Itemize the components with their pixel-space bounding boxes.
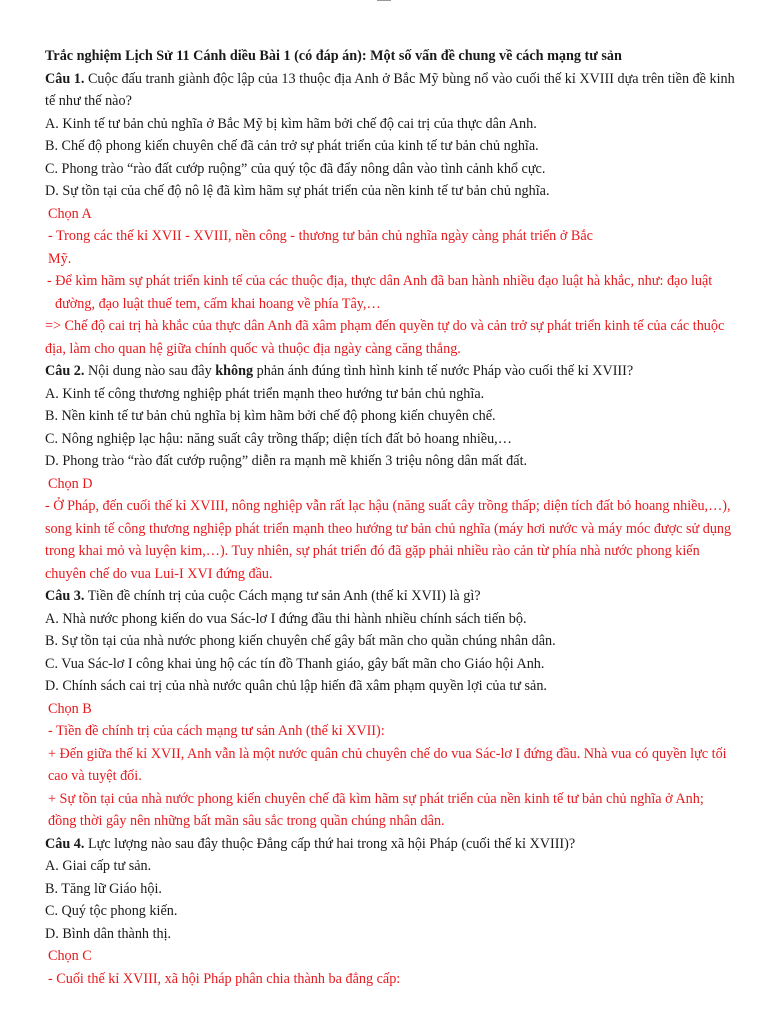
question-1-text: Cuộc đấu tranh giành độc lập của 13 thuộc địa Anh ở Bắc Mỹ bùng nổ vào cuối thế kỉ XVIII dựa trên tiền đề kinh tế như thế nào?	[45, 70, 735, 109]
question-4	[45, 833, 735, 856]
q3-option-c: C. Vua Sác-lơ I công khai ủng hộ các tín đồ Thanh giáo, gây bất mãn cho Giáo hội Anh.	[45, 655, 545, 672]
q4-option-c: C. Quý tộc phong kiến.	[45, 903, 178, 919]
q3-option-a: A. Nhà nước phong kiến do vua Sác-lơ I đứng đầu thi hành nhiều chính sách tiến bộ.	[45, 610, 527, 627]
q4-explanation-1: - Cuối thế kỉ XVIII, xã hội Pháp phân chia thành ba đẳng cấp:	[48, 970, 401, 987]
q2-option-b: B. Nền kinh tế tư bản chủ nghĩa bị kìm hãm bởi chế độ phong kiến chuyên chế.	[45, 408, 496, 424]
question-3	[45, 585, 735, 608]
q1-explanation-1: - Trong các thế kỉ XVII - XVIII, nền công - thương tư bản chủ nghĩa ngày càng phát triển ở Bắc	[48, 228, 593, 244]
q3-answer: Chọn B	[48, 700, 92, 717]
question-2	[45, 360, 735, 383]
q1-option-c: C. Phong trào “rào đất cướp ruộng” của quý tộc đã đẩy nông dân vào tình cảnh khổ cực.	[45, 160, 546, 177]
q1-explanation-2: Mỹ.	[48, 250, 72, 267]
question-1	[45, 68, 735, 113]
q1-explanation-4: => Chế độ cai trị hà khắc của thực dân Anh đã xâm phạm đến quyền tự do và cản trở sự phát triển kinh tế của các thuộc địa, làm cho quan hệ giữa chính quốc và thuộc địa ngày càng căng thẳng.	[45, 318, 725, 357]
page-top-mark	[377, 0, 391, 1]
q3-explanation-3: + Sự tồn tại của nhà nước phong kiến chuyên chế đã kìm hãm sự phát triển của nền kinh tế tư bản chủ nghĩa ở Anh; đồng thời gây nên những bất mãn sâu sắc trong quần chúng nhân dân.	[48, 790, 704, 829]
question-4-label: Câu 4.	[45, 835, 85, 852]
q4-option-a: A. Giai cấp tư sản.	[45, 858, 152, 874]
q4-answer: Chọn C	[48, 948, 92, 964]
q1-option-a: A. Kinh tế tư bản chủ nghĩa ở Bắc Mỹ bị kìm hãm bởi chế độ cai trị của thực dân Anh.	[45, 115, 537, 132]
q3-explanation-2: + Đến giữa thế kỉ XVII, Anh vẫn là một nước quân chủ chuyên chế do vua Sác-lơ I đứng đầu. Nhà vua có quyền lực tối cao và tuyệt đối.	[48, 745, 727, 784]
q1-option-b: B. Chế độ phong kiến chuyên chế đã cản trở sự phát triển của kinh tế tư bản chủ nghĩa.	[45, 138, 539, 154]
q2-option-a: A. Kinh tế công thương nghiệp phát triển mạnh theo hướng tư bản chủ nghĩa.	[45, 385, 485, 402]
question-2-label: Câu 2.	[45, 363, 85, 379]
question-2-text-before: Nội dung nào sau đây	[84, 363, 216, 379]
question-2-text-after: phản ánh đúng tình hình kinh tế nước Pháp vào cuối thế kỉ XVIII?	[253, 363, 634, 379]
question-3-text: Tiền đề chính trị của cuộc Cách mạng tư sản Anh (thế kỉ XVII) là gì?	[84, 588, 481, 604]
q2-option-c: C. Nông nghiệp lạc hậu: năng suất cây trồng thấp; diện tích đất bỏ hoang nhiều,…	[45, 430, 512, 447]
q3-explanation-1: - Tiền đề chính trị của cách mạng tư sản Anh (thế kỉ XVII):	[48, 723, 385, 739]
q1-answer: Chọn A	[48, 205, 92, 222]
question-4-text: Lực lượng nào sau đây thuộc Đẳng cấp thứ hai trong xã hội Pháp (cuối thế kỉ XVIII)?	[84, 835, 576, 852]
q3-option-b: B. Sự tồn tại của nhà nước phong kiến chuyên chế gây bất mãn cho quần chúng nhân dân.	[45, 633, 556, 649]
question-2-text-bold: không	[215, 363, 254, 379]
question-1-label: Câu 1.	[45, 70, 85, 87]
q1-option-d: D. Sự tồn tại của chế độ nô lệ đã kìm hãm sự phát triển của nền kinh tế tư bản chủ nghĩa.	[45, 183, 550, 199]
q4-option-b: B. Tăng lữ Giáo hội.	[45, 880, 162, 897]
document-body	[45, 45, 735, 990]
q4-option-d: D. Bình dân thành thị.	[45, 925, 172, 942]
q2-option-d: D. Phong trào “rào đất cướp ruộng” diễn ra mạnh mẽ khiến 3 triệu nông dân mất đất.	[45, 453, 528, 469]
q2-answer: Chọn D	[48, 475, 93, 492]
q1-explanation-3: - Để kìm hãm sự phát triển kinh tế của các thuộc địa, thực dân Anh đã ban hành nhiều đạo luật hà khắc, như: đạo luật đường, đạo luật thuế tem, cấm khai hoang về phía Tây,…	[47, 273, 713, 312]
question-3-label: Câu 3.	[45, 588, 85, 604]
q2-explanation-1: - Ở Pháp, đến cuối thế kỉ XVIII, nông nghiệp vẫn rất lạc hậu (năng suất cây trồng thấp; diện tích đất bỏ hoang nhiều,…), song kinh tế công thương nghiệp phát triển mạnh theo hướng tư bản chủ nghĩa (máy hơi nước và máy móc được sử dụng trong khai mỏ và luyện kim,…). Tuy nhiên, sự phát triển đó đã gặp phải nhiều rào cản từ phía nhà nước phong kiến chuyên chế do vua Lui-I XVI đứng đầu.	[45, 498, 732, 582]
q3-option-d: D. Chính sách cai trị của nhà nước quân chủ lập hiến đã xâm phạm quyền lợi của tư sản.	[45, 678, 547, 694]
document-title: Trắc nghiệm Lịch Sử 11 Cánh diều Bài 1 (có đáp án): Một số vấn đề chung về cách mạng tư sản	[45, 48, 622, 64]
